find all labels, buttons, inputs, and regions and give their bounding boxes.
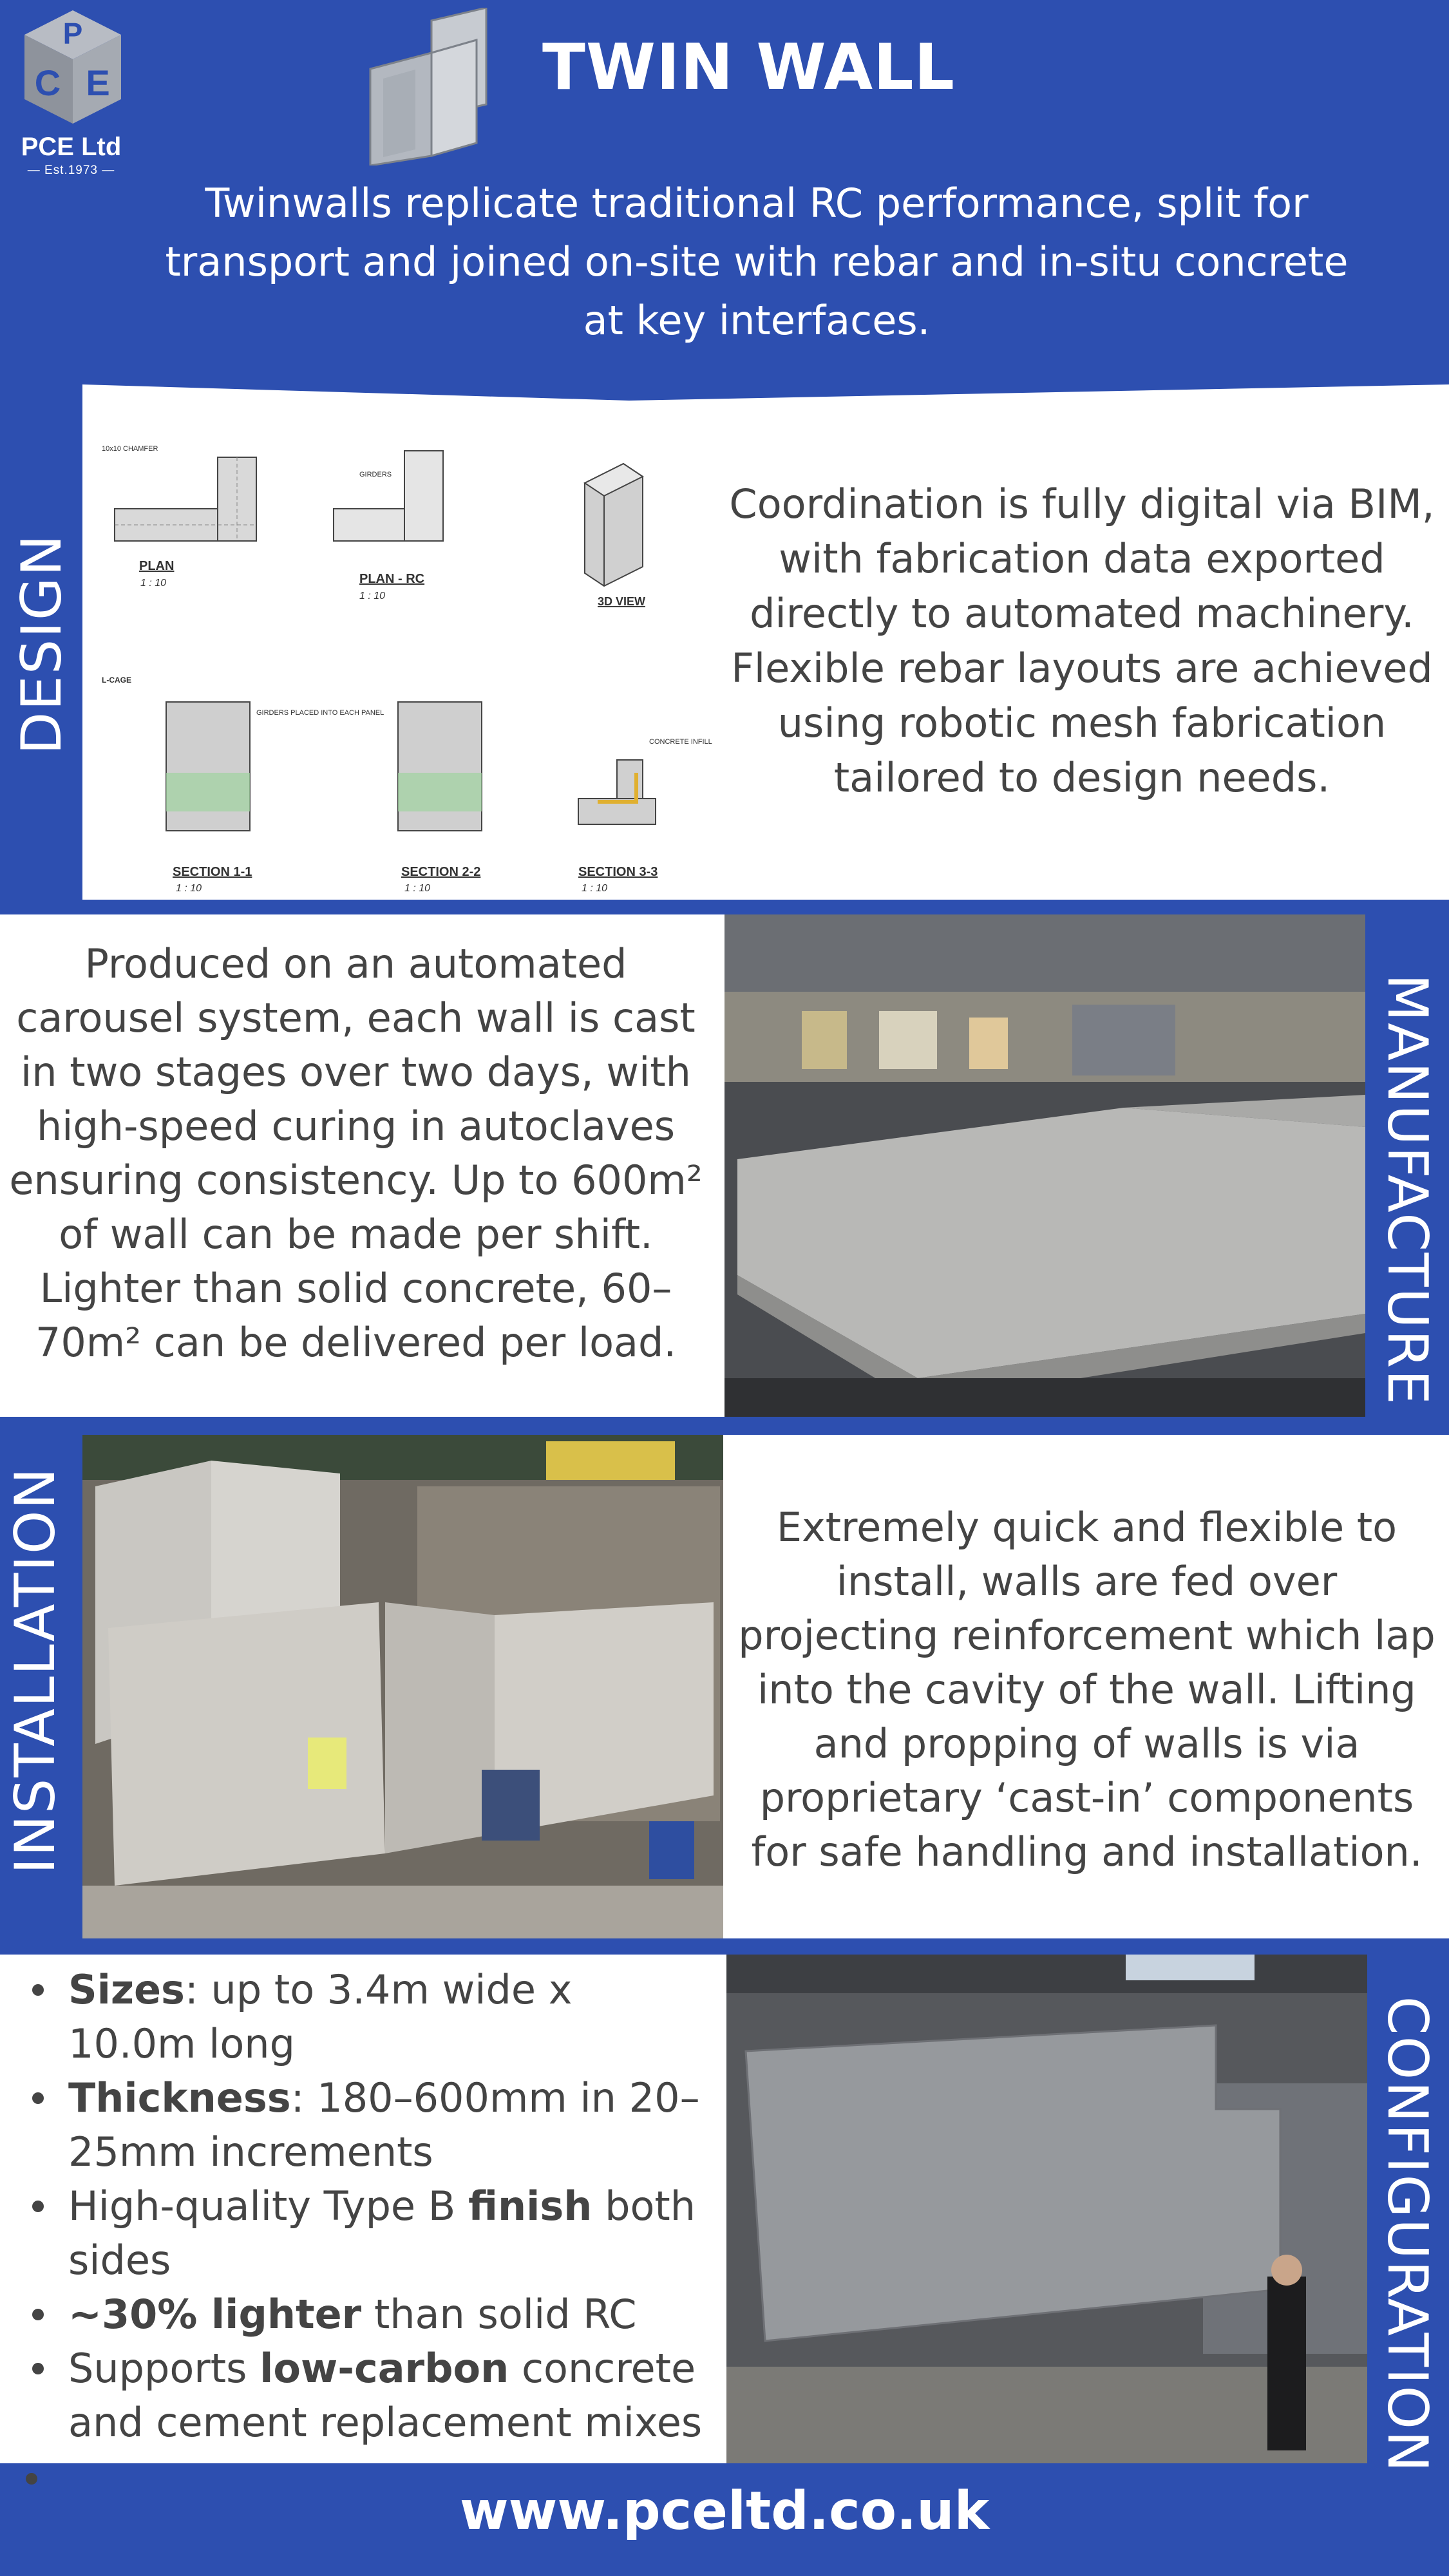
list-item: Supports low-carbon concrete and cement replacement mixes <box>26 2342 708 2450</box>
logo-established: — Est.1973 — <box>27 164 115 177</box>
configuration-section-label: CONFIGURATION <box>1375 1996 1439 2474</box>
logo-letter-c: C <box>34 62 61 103</box>
installation-section-label: INSTALLATION <box>3 1466 68 1874</box>
twin-wall-icon <box>364 8 489 166</box>
plan-title: PLAN <box>139 559 175 573</box>
section2-scale: 1 : 10 <box>404 883 431 894</box>
manufacture-section-label: MANUFACTURE <box>1375 974 1439 1406</box>
manufacture-text: Produced on an automated carousel system, each wall is cast in two stages over two days, with high-speed curing in autoclaves ensuring consistency. Up to 600m² of wall can be made per shift. Lighter than solid concrete, 60–70m² can be delivered per load. <box>9 940 703 1366</box>
section1-scale: 1 : 10 <box>176 883 202 894</box>
logo-letter-p: P <box>62 17 83 50</box>
design-technical-drawing <box>89 412 720 895</box>
chamfer-note: 10x10 CHAMFER <box>102 445 158 453</box>
view3d-title: 3D VIEW <box>598 595 646 608</box>
section3-title: SECTION 3-3 <box>578 865 658 879</box>
page-title: TWIN WALL <box>542 31 955 104</box>
section1-title: SECTION 1-1 <box>173 865 252 879</box>
list-item: ~30% lighter than solid RC <box>26 2287 708 2342</box>
lcage-note: L-CAGE <box>102 676 131 685</box>
installation-text: Extremely quick and flexible to install, walls are fed over projecting reinforcement which lap into the cavity of the wall. Lifting and propping of walls is via proprietary ‘cast-in’ components for safe handling and installation. <box>738 1504 1435 1875</box>
design-text: Coordination is fully digital via BIM, with fabrication data exported directly to automated machinery. Flexible rebar layouts are achieved using robotic mesh fabrication tailored to design needs. <box>729 480 1435 801</box>
plan-rc-title: PLAN - RC <box>359 572 425 586</box>
pce-logo <box>12 5 131 179</box>
plan-scale: 1 : 10 <box>140 578 167 589</box>
configuration-lifted-wall-photo <box>726 1955 1367 2463</box>
list-item: Thickness: 180–600mm in 20–25mm increments <box>26 2071 708 2179</box>
intro-text: Twinwalls replicate traditional RC performance, split for transport and joined on-site with rebar and in-situ concrete at key interfaces. <box>165 180 1349 344</box>
website-link[interactable]: www.pceltd.co.uk <box>459 2481 990 2542</box>
list-item: Sizes: up to 3.4m wide x 10.0m long <box>26 1963 708 2071</box>
section2-title: SECTION 2-2 <box>401 865 481 879</box>
design-section-label: DESIGN <box>10 533 74 755</box>
infill-note: CONCRETE INFILL <box>649 738 712 746</box>
section3-scale: 1 : 10 <box>582 883 608 894</box>
list-item: High-quality Type B finish both sides <box>26 2179 708 2287</box>
logo-company-name: PCE Ltd <box>21 133 122 161</box>
manufacture-factory-photo <box>724 914 1365 1417</box>
plan-rc-scale: 1 : 10 <box>359 591 386 601</box>
girders-placed-note: GIRDERS PLACED INTO EACH PANEL <box>256 709 384 717</box>
installation-site-photo <box>82 1435 723 1938</box>
logo-letter-e: E <box>86 62 110 103</box>
logo-cube-icon <box>18 5 128 134</box>
configuration-list <box>26 1963 708 2450</box>
girders-note: GIRDERS <box>359 471 392 478</box>
